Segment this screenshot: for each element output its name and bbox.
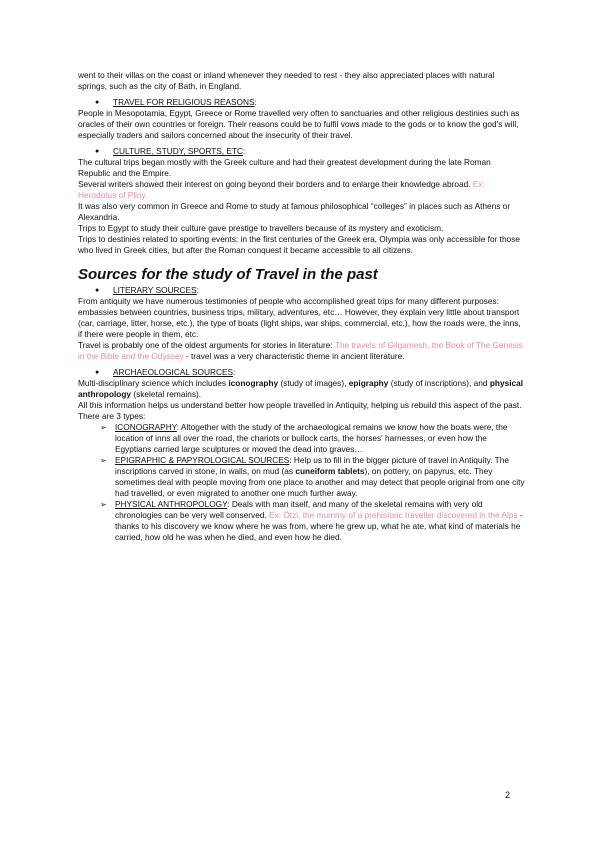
page-number: 2 <box>504 790 510 800</box>
arrow-bullet-icon: ➢ <box>100 423 107 432</box>
list-item-epigraphic: ➢ EPIGRAPHIC & PAPYROLOGICAL SOURCES: Help us to fill in the bigger picture of travel in Antiquity. The inscriptions carved in stone, in walls, on mud (as cuneiform tablets), on pottery, on papyrus, etc. They sometimes deal with people moving from one place to another and may detect that people original from one city had travelled, or even migrated to another one much further away. <box>100 455 525 498</box>
example-text: Ex: Ötzi, the mummy of a prehistoric traveller discovered in the Alps <box>269 510 518 520</box>
example-text: The travels of Gilgamesh, the Book of The Genesis in the Bible and the Odyssey <box>78 340 523 361</box>
bullet-icon: ● <box>95 148 100 155</box>
paragraph: Trips to Egypt to study their culture gave prestige to travellers because of its mystery and exoticism. <box>78 223 444 233</box>
section-heading: Sources for the study of Travel in the past <box>78 266 378 283</box>
paragraph: Multi-disciplinary science which includes iconography (study of images), epigraphy (study of inscriptions), and physical anthropology (skeletal remains). <box>78 378 524 399</box>
arrow-bullet-icon: ➢ <box>100 500 107 509</box>
paragraph: Several writers showed their interest on going beyond their borders and to enlarge their knowledge abroad. Ex: Herodotus of Pliny. <box>78 179 485 200</box>
paragraph: All this information helps us understand better how people travelled in Antiquity, helping us rebuild this aspect of the past. <box>78 400 522 410</box>
bullet-culture: ● CULTURE, STUDY, SPORTS, ETC: <box>95 146 246 156</box>
bullet-icon: ● <box>95 287 100 294</box>
bullet-religious: ● TRAVEL FOR RELIGIOUS REASONS: <box>95 97 257 107</box>
paragraph: It was also very common in Greece and Rome to study at famous philosophical “colleges” in places such as Athens or Alexandria. <box>78 201 511 222</box>
list-item-iconography: ➢ ICONOGRAPHY: Altogether with the study of the archaeological remains we know how the boats were, the location of inns all over the road, the chariots or bullock carts, the horses' harnesses, or even how the Egyptians carried large sculptures or moved the dead into graves… <box>100 422 508 454</box>
paragraph: went to their villas on the coast or inland whenever they needed to rest - they also appreciated places with natural springs, such as the city of Bath, in England. <box>78 70 495 91</box>
bullet-icon: ● <box>95 99 100 106</box>
paragraph: Travel is probably one of the oldest arguments for stories in literature: The travels of Gilgamesh, the Book of The Genesis in the Bible and the Odyssey - travel was a very characteristic theme in ancient literature. <box>78 340 523 361</box>
paragraph: People in Mesopotamia, Egypt, Greece or Rome travelled very often to sanctuaries and other religious destinies such as oracles of their own countries or foreign. Their reasons could be to fulfil vows made to the gods or to know the god's will, especially traders and sailors concerned about the insecurity of their travel. <box>78 108 520 140</box>
paragraph: The cultural trips began mostly with the Greek culture and had their greatest development during the late Roman Republic and the Empire. <box>78 157 491 178</box>
bullet-literary: ● LITERARY SOURCES: <box>95 285 199 295</box>
bullet-icon: ● <box>95 369 100 376</box>
paragraph: From antiquity we have numerous testimonies of people who accomplished great trips for many different purposes: embassies between countries, business trips, military, adventures, etc… However, they explain very little about transport (car, carriage, litter, horse, etc.), the type of boats (light ships, war ships, commercial, etc.), how the roads were, the inns, if there were people in them, etc. <box>78 296 521 339</box>
example-text: Ex: Herodotus of Pliny. <box>78 179 485 200</box>
bullet-archaeological: ● ARCHAEOLOGICAL SOURCES: <box>95 367 236 377</box>
page-body <box>78 70 525 543</box>
paragraph: There are 3 types: <box>78 411 146 421</box>
paragraph: Trips to destinies related to sporting events: in the first centuries of the Greek era, Olympia was only accessible for those who lived in Greek cities, but after the Roman conquest it became accessible to all citizens. <box>78 234 520 255</box>
arrow-bullet-icon: ➢ <box>100 456 107 465</box>
list-item-anthropology: ➢ PHYSICAL ANTHROPOLOGY: Deals with man itself, and many of the skeletal remains with very old chronologies can be very well conserved. Ex: Ötzi, the mummy of a prehistoric traveller discovered in the Alps - thanks to his discovery we know where he was from, where he grew up, what he ate, what kind of materials he carried, how old he was when he died, and even how he died. <box>100 499 523 542</box>
